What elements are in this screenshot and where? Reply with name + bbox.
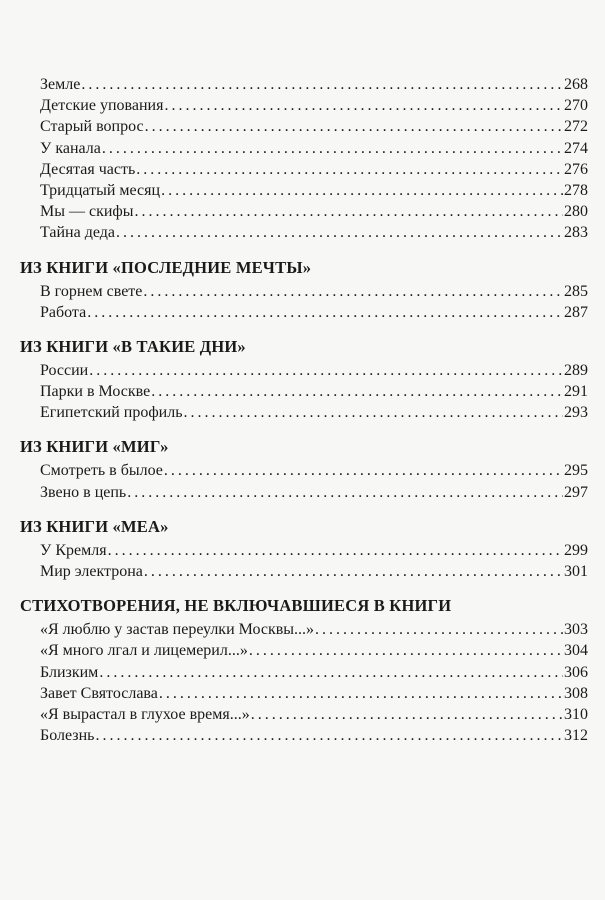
toc-entry-page-number: 301 — [564, 563, 588, 580]
toc-entry-title: Мир электрона — [40, 563, 143, 580]
toc-entry-page-number: 297 — [564, 483, 588, 501]
toc-entry — [20, 116, 588, 137]
toc-entry-page-number: 295 — [564, 462, 588, 480]
toc-entry — [20, 95, 588, 116]
toc-section — [20, 516, 588, 582]
dot-leader — [184, 402, 563, 423]
dot-leader — [87, 302, 563, 323]
toc-entry-title: У канала — [40, 139, 101, 157]
dot-leader — [99, 662, 563, 683]
toc-entry-page-number: 306 — [564, 663, 588, 681]
toc-entry-page-number: 268 — [564, 76, 588, 93]
toc-entry-title: Завет Святослава — [40, 684, 158, 702]
toc-entry-page-number: 287 — [564, 303, 588, 321]
toc-section — [20, 595, 588, 746]
toc-entry-page-number: 310 — [564, 705, 588, 723]
dot-leader — [95, 725, 563, 746]
toc-entry-page-number: 278 — [564, 181, 588, 199]
toc-entry — [20, 725, 588, 746]
toc-entry-title: Земле — [40, 76, 81, 93]
toc-entry-title: В горнем свете — [40, 282, 143, 300]
dot-leader — [161, 180, 563, 201]
toc-entry-page-number: 272 — [564, 118, 588, 136]
toc-entry-title: Тайна деда — [40, 224, 115, 242]
toc-entry — [20, 302, 588, 323]
dot-leader — [151, 381, 563, 402]
toc-entry-title: «Я люблю у застав переулки Москвы...» — [40, 621, 315, 639]
dot-leader — [159, 683, 563, 704]
dot-leader — [143, 281, 563, 302]
toc-entry — [20, 704, 588, 725]
toc-entry-page-number: 280 — [564, 203, 588, 221]
toc-entry-page-number: 312 — [564, 727, 588, 745]
toc-entry — [20, 138, 588, 159]
toc-entry — [20, 640, 588, 661]
toc-entry-title: У Кремля — [40, 541, 107, 559]
toc-entry — [20, 360, 588, 381]
toc-entry-page-number: 303 — [564, 621, 588, 639]
toc-entry-page-number: 270 — [564, 97, 588, 115]
toc-entry-title: России — [40, 361, 89, 379]
toc-entry-title: Парки в Москве — [40, 383, 151, 401]
dot-leader — [135, 201, 563, 222]
toc-entry-page-number: 291 — [564, 383, 588, 401]
toc-entry-title: «Я много лгал и лицемерил...» — [40, 642, 248, 660]
toc-entry-page-number: 304 — [564, 642, 588, 660]
toc-entry — [20, 460, 588, 481]
dot-leader — [89, 360, 563, 381]
toc-entry-page-number: 308 — [564, 684, 588, 702]
toc-entry-title: Тридцатый месяц — [40, 181, 161, 199]
dot-leader — [81, 74, 563, 95]
section-heading: ИЗ КНИГИ «МИГ» — [20, 437, 169, 457]
toc-entry-title: Египетский профиль — [40, 404, 183, 422]
dot-leader — [164, 460, 563, 481]
dot-leader — [127, 482, 563, 503]
toc-entry-page-number: 283 — [564, 224, 588, 242]
toc-entry — [20, 619, 588, 640]
dot-leader — [249, 640, 563, 661]
toc-entry-title: Мы — скифы — [40, 203, 134, 221]
toc-section — [20, 257, 588, 323]
toc-entry — [20, 381, 588, 402]
toc-entry — [20, 74, 588, 95]
dot-leader — [164, 95, 563, 116]
toc-entry-title: Близким — [40, 663, 99, 681]
toc-entry — [20, 281, 588, 302]
toc-entry — [20, 561, 588, 582]
toc-entry-page-number: 293 — [564, 404, 588, 422]
dot-leader — [315, 619, 563, 640]
dot-leader — [136, 159, 563, 180]
toc-entry-title: Десятая часть — [40, 160, 136, 178]
toc-entry-title: Смотреть в былое — [40, 462, 163, 480]
toc-section — [20, 336, 588, 424]
toc-entry — [20, 201, 588, 222]
toc-entry — [20, 482, 588, 503]
dot-leader — [145, 116, 563, 137]
section-heading: ИЗ КНИГИ «В ТАКИЕ ДНИ» — [20, 336, 246, 356]
toc-entry-title: Звено в цепь — [40, 483, 127, 501]
toc-entry-page-number: 274 — [564, 139, 588, 157]
table-of-contents — [20, 74, 588, 746]
toc-entry-title: Старый вопрос — [40, 118, 144, 136]
dot-leader — [116, 222, 563, 243]
toc-entry-title: Работа — [40, 303, 87, 321]
toc-entry-title: Детские упования — [40, 97, 164, 115]
toc-entry-page-number: 276 — [564, 160, 588, 178]
toc-entry — [20, 540, 588, 561]
toc-entry — [20, 222, 588, 243]
toc-entry-title: «Я вырастал в глухое время...» — [40, 705, 250, 723]
toc-entry — [20, 683, 588, 704]
toc-entry-page-number: 289 — [564, 361, 588, 379]
toc-entry — [20, 180, 588, 201]
dot-leader — [251, 704, 563, 725]
dot-leader — [108, 540, 563, 561]
toc-entry-title: Болезнь — [40, 727, 95, 745]
dot-leader — [102, 138, 563, 159]
section-heading: СТИХОТВОРЕНИЯ, НЕ ВКЛЮЧАВШИЕСЯ В КНИГИ — [20, 596, 452, 616]
toc-section — [20, 436, 588, 502]
toc-entry — [20, 159, 588, 180]
dot-leader — [144, 561, 563, 582]
toc-entry-page-number: 299 — [564, 541, 588, 559]
toc-entry — [20, 662, 588, 683]
toc-continued-entries — [20, 74, 588, 244]
section-heading: ИЗ КНИГИ «МЕА» — [20, 516, 169, 536]
toc-entry-page-number: 285 — [564, 282, 588, 300]
section-heading: ИЗ КНИГИ «ПОСЛЕДНИЕ МЕЧТЫ» — [20, 257, 312, 277]
toc-entry — [20, 402, 588, 423]
